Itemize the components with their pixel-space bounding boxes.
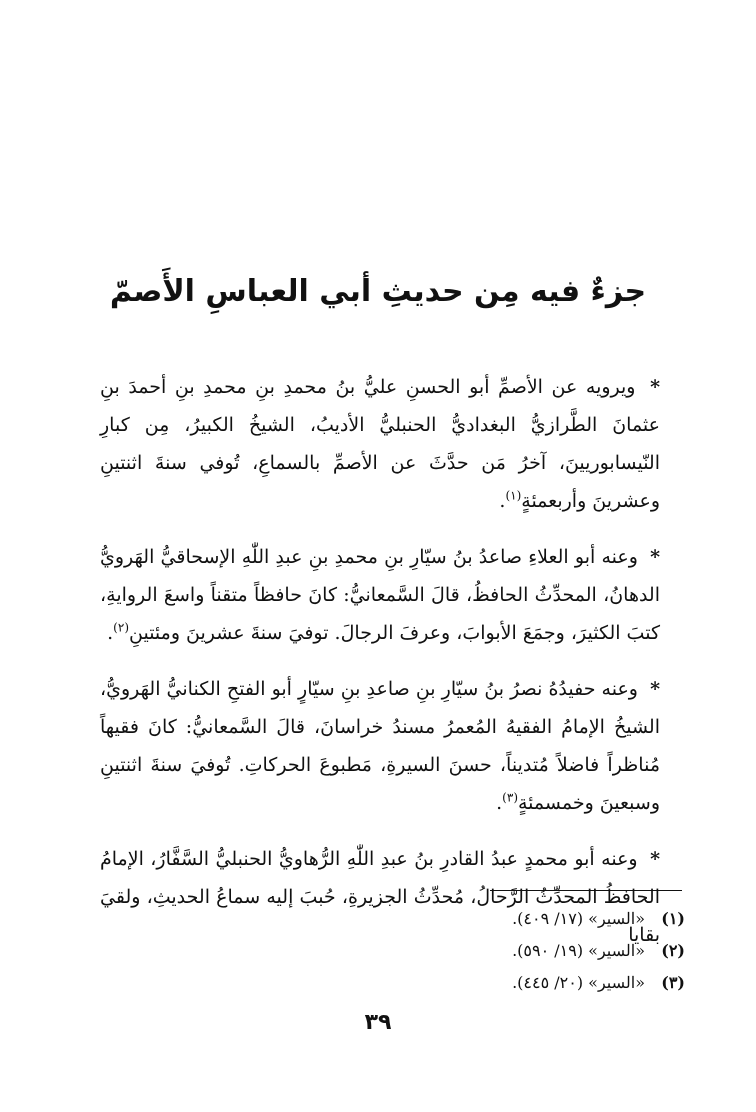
paragraph-text: ويرويه عن الأصمِّ أبو الحسنِ عليُّ بنُ محمدِ بنِ محمدِ بنِ أحمدَ بنِ عثمانَ الطَّرازيُّ البغداديُّ الحنبليُّ الأديبُ، الشيخُ الكبيرُ، مِن كبارِ النّيسابوريينَ، آخرُ مَن حدَّثَ عن الأصمِّ بالسماعِ، تُوفي سنةَ اثنتينِ وعشرينَ وأربعمئةٍ: [100, 376, 660, 512]
footnote-ref[interactable]: (٣): [502, 790, 518, 805]
paragraph-end: .: [107, 622, 114, 644]
bullet-icon: *: [650, 376, 660, 398]
footnote-text: «السير» (٢٠/ ٤٤٥).: [512, 973, 645, 992]
paragraph-text: وعنه حفيدُهُ نصرُ بنُ سيّارِ بنِ صاعدِ بنِ سيّارٍ أبو الفتحِ الكنانيُّ الهَرويُّ، الشيخُ الإمامُ الفقيهُ المُعمرُ مسندُ خراسانَ، قالَ السَّمعانيُّ: كانَ فقيهاً مُناظراً فاضلاً مُتديناً، حسنَ السيرةِ، مَطبوعَ الحركاتِ. تُوفيَ سنةَ اثنتينِ وسبعينَ وخمسمئةٍ: [100, 678, 660, 814]
main-text: [100, 368, 660, 972]
footnote-text: «السير» (١٩/ ٥٩٠).: [512, 941, 645, 960]
footnote-divider: [490, 890, 682, 891]
paragraph-1: [100, 368, 660, 520]
paragraph-2: [100, 538, 660, 652]
bullet-icon: *: [650, 678, 660, 700]
footnote-item: [100, 967, 685, 999]
footnote-number: (٣): [661, 973, 685, 992]
footnotes: [100, 903, 685, 999]
paragraph-text: وعنه أبو العلاءِ صاعدُ بنُ سيّارِ بنِ محمدِ بنِ عبدِ اللّٰهِ الإسحاقيُّ الهَرويُّ الدهانُ، المحدِّثُ الحافظُ، قالَ السَّمعانيُّ: كانَ حافظاً متقناً واسعَ الروايةِ، كتبَ الكثيرَ، وجمَعَ الأبوابَ، وعرفَ الرجالَ. توفيَ سنةَ عشرينَ ومئتينِ: [100, 546, 660, 644]
footnote-number: (١): [661, 909, 685, 928]
footnote-item: [100, 903, 685, 935]
paragraph-end: .: [496, 792, 503, 814]
bullet-icon: *: [650, 546, 661, 568]
footnote-ref[interactable]: (١): [505, 488, 522, 503]
footnote-number: (٢): [661, 941, 685, 960]
footnote-item: [100, 935, 685, 967]
bullet-icon: *: [650, 848, 660, 870]
footnote-text: «السير» (١٧/ ٤٠٩).: [512, 909, 645, 928]
footnote-ref[interactable]: (٢): [113, 620, 129, 635]
paragraph-text: وعنه أبو محمدٍ عبدُ القادرِ بنُ عبدِ اللّٰهِ الرُّهاويُّ الحنبليُّ السَّفَّارُ، الإمامُ الحافظُ المحدِّثُ الرَّحالُ، مُحدِّثُ الجزيرةِ، حُببَ إليه سماعُ الحديثِ، ولقيَ بقايا: [100, 848, 660, 946]
page-title: جزءٌ فيه مِن حديثِ أبي العباسِ الأَصمّ: [109, 274, 647, 310]
paragraph-3: [100, 670, 660, 822]
paragraph-end: .: [499, 490, 506, 512]
page-number: ٣٩: [364, 1010, 392, 1035]
